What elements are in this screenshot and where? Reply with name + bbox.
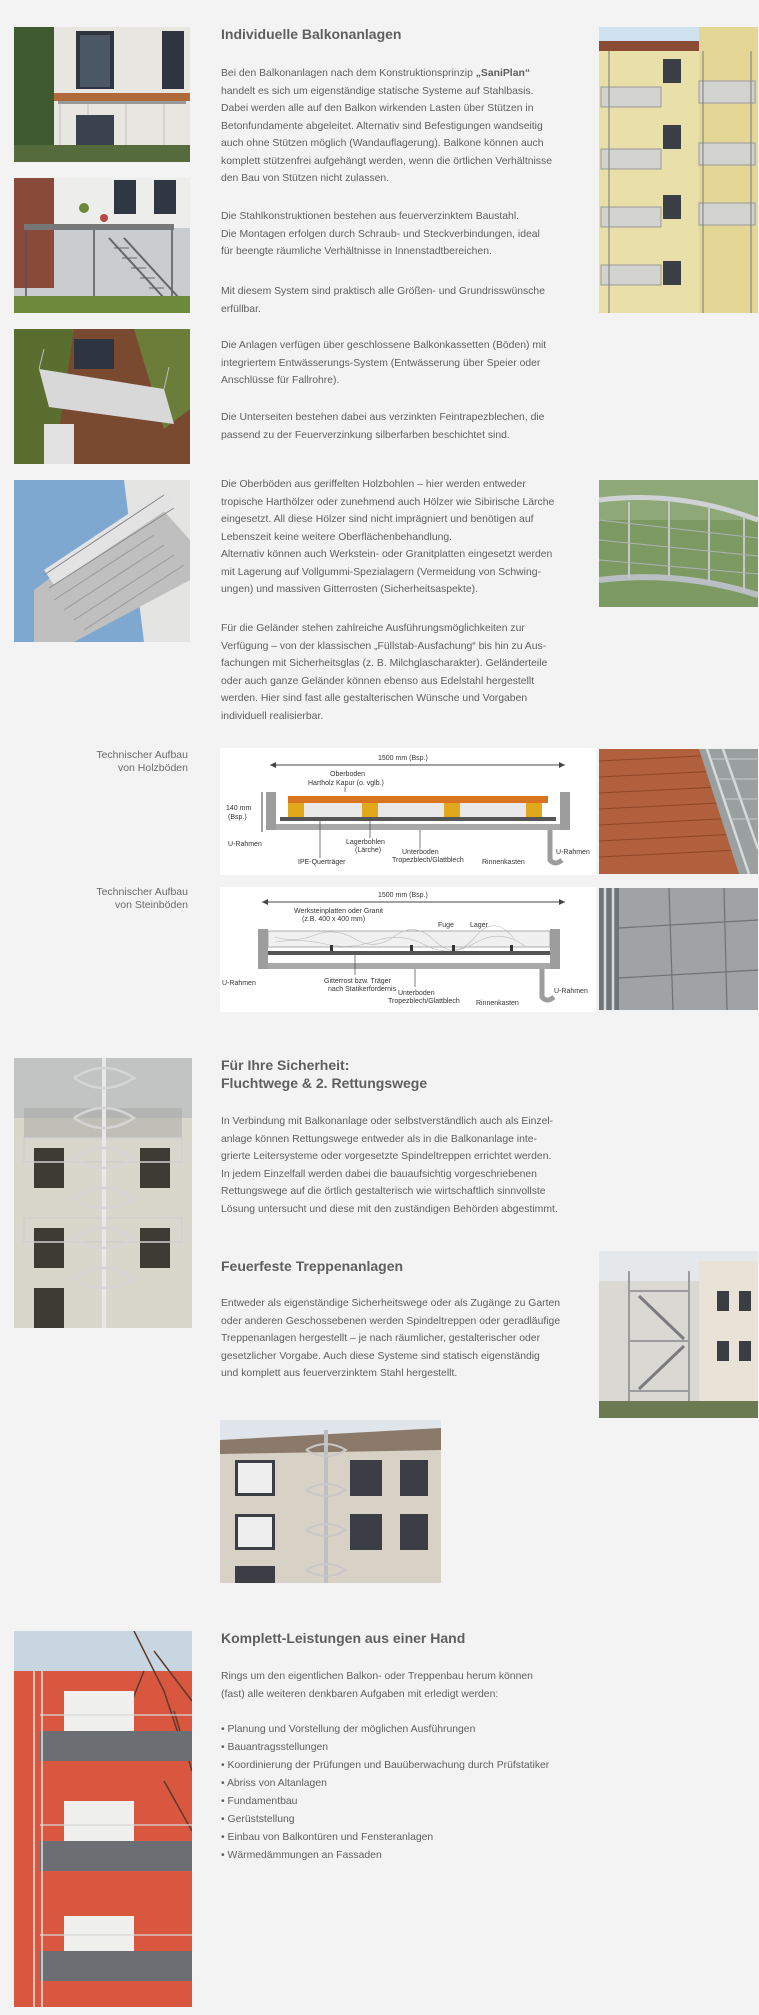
holz-unterboden-label: Unterboden	[402, 849, 439, 856]
p1-pre: Bei den Balkonanlagen nach dem Konstruktionsprinzip	[221, 68, 476, 79]
section-title-balkonanlagen: Individuelle Balkonanlagen	[221, 26, 402, 42]
photo-balconies-ivy-facade	[14, 329, 190, 464]
gelaender-paragraph: Für die Geländer stehen zahlreiche Ausführungsmöglichkeiten zur Verfügung – von der klassischen „Füllstab-Ausfachung“ bis hin zu Aus- fachungen mit Sicherheitsglas (z. B. Milchglascharakter). Geländerteile oder auch ganze Geländer können ebenso aus Edelstahl hergestellt werden. Hier sind fast alle gestalterischen Wünsche und Vorgaben individuell realisierbar.	[221, 623, 548, 722]
balkonanlagen-paragraph-2: Die Stahlkonstruktionen bestehen aus feuerverzinktem Baustahl. Die Montagen erfolgen durch Schraub- und Steckverbindungen, ideal für beengte räumliche Verhältnisse in Innenstadtbereichen.	[221, 211, 540, 257]
photo-wooden-deck	[599, 749, 758, 874]
balkonanlagen-paragraph-5: Die Unterseiten bestehen dabei aus verzinkten Feintrapezblechen, die passend zu der Feuerverzinkung silberfarben beschichtet sind.	[221, 412, 545, 441]
holz-laerche-label: (Lärche)	[355, 847, 382, 854]
stein-unterboden-label: Unterboden	[398, 990, 435, 997]
photo-balcony-with-stairs	[14, 178, 190, 313]
list-item: • Wärmedämmungen an Fassaden	[221, 1847, 591, 1865]
stein-lager-label: Lager	[470, 922, 488, 929]
stein-tropez-label: Tropezblech/Glattblech	[388, 998, 460, 1005]
list-item: • Fundamentbau	[221, 1793, 591, 1811]
stein-statiker-label: nach Statikerfordernis	[328, 986, 397, 993]
section-title-sicherheit-line1: Für Ihre Sicherheit:	[221, 1057, 350, 1073]
photo-balcony-underside-sky	[14, 480, 190, 642]
list-item: • Gerüststellung	[221, 1811, 591, 1829]
list-item: • Einbau von Balkontüren und Fensteranlagen	[221, 1829, 591, 1847]
stein-gitterrost-label: Gitterrost bzw. Träger	[324, 978, 391, 985]
holz-lagerbohlen-label: Lagerbohlen	[346, 839, 385, 846]
stein-u-rahmen-left-label: U-Rahmen	[222, 980, 256, 987]
treppen-paragraph: Entweder als eigenständige Sicherheitswege oder als Zugänge zu Garten oder anderen Geschossebenen werden Spindeltreppen oder geradläufige Treppenanlagen hergestellt – je nach räumlicher, gestalterischer oder gesetzlicher Vorgabe. Auch diese Systeme sind statisch eigenständig und komplett aus feuerverzinktem Stahl hergestellt.	[221, 1298, 561, 1379]
photo-red-building-balconies	[14, 1631, 192, 2007]
holz-hartholz-label: Hartholz Kapur (o. vglb.)	[308, 780, 384, 787]
sicherheit-paragraph: In Verbindung mit Balkonanlage oder selbstverständlich auch als Einzel- anlage können Rettungswege entweder als in die Balkonanlage inte- grierte Leitersysteme oder vorgesetzte Spindeltreppen errichtet werden. In jedem Einzelfall werden dabei die bauaufsichtig vorgeschriebenen Rettungswege auf die örtlich gestalterisch wie wirtschaftlich sinnvollste Lösung untersucht und diese mit den zuständigen Behörden abgestimmt.	[221, 1116, 558, 1215]
list-item: • Koordinierung der Prüfungen und Bauüberwachung durch Prüfstatiker	[221, 1757, 591, 1775]
holz-u-rahmen-right-label: U-Rahmen	[556, 849, 590, 856]
stein-fuge-label: Fuge	[438, 922, 454, 929]
label-holzboden: Technischer Aufbau von Holzböden	[96, 749, 188, 774]
section-title-komplett: Komplett-Leistungen aus einer Hand	[221, 1630, 466, 1646]
list-item: • Abriss von Altanlagen	[221, 1775, 591, 1793]
holz-hoehe-label: 140 mm	[226, 805, 252, 812]
oberboden-paragraph: Die Oberböden aus geriffelten Holzbohlen – hier werden entweder tropische Harthölzer oder zunehmend auch Hölzer wie Sibirische Lärche eingesetzt. All diese Hölzer sind nicht imprägniert und benötigen auf Lebenszeit keine weitere Oberflächenbehandlung. Alternativ können auch Werkstein- oder Granitplatten eingesetzt werden mit Lagerung auf Vollgummi-Spezialagern (Vermeidung von Schwing- ungen) und massiven Gitterrosten (Sicherheitsaspekte).	[221, 479, 555, 595]
leistungen-list	[221, 1721, 591, 1865]
balkonanlagen-paragraph-3: Mit diesem System sind praktisch alle Größen- und Grundrisswünsche erfüllbar.	[221, 286, 545, 315]
diagram-holzboden	[220, 748, 596, 875]
list-item: • Bauantragsstellungen	[221, 1739, 591, 1757]
p1-post: handelt es sich um eigenständige statische Systeme auf Stahlbasis. Dabei werden alle auf den Balkon wirkenden Lasten über Stützen in Betonfundamente abgeleitet. Alternativ sind Befestigungen wandseitig auch ohne Stützen möglich (Wandauflagerung). Balkone können auch komplett stützenfrei aufgehängt werden, wenn die örtlichen Verhältnisse den Bau von Stützen nicht zulassen.	[221, 85, 552, 184]
balkonanlagen-paragraph-4: Die Anlagen verfügen über geschlossene Balkonkassetten (Böden) mit integriertem Entwässerungs-System (Entwässerung über Speier oder Anschlüsse für Fallrohre).	[221, 340, 547, 386]
photo-stainless-railing	[599, 480, 758, 607]
stein-format-label: (z.B. 400 x 400 mm)	[302, 916, 366, 923]
photo-yellow-building-balconies	[599, 27, 758, 313]
holz-hoehe-bsp-label: (Bsp.)	[228, 814, 247, 821]
photo-stone-slabs	[599, 888, 758, 1010]
photo-spiral-escape-stair	[14, 1058, 192, 1328]
stein-werkstein-label: Werksteinplatten oder Granit	[294, 908, 383, 915]
diagram-steinboden	[220, 887, 596, 1012]
saniplan-brand: „SaniPlan“	[475, 68, 531, 79]
section-title-sicherheit-line2: Fluchtwege & 2. Rettungswege	[221, 1075, 428, 1091]
stein-rinnenkasten-label: Rinnenkasten	[476, 1000, 519, 1007]
holz-span-label: 1500 mm (Bsp.)	[378, 755, 428, 762]
holz-ipe-label: IPE-Querträger	[298, 859, 346, 866]
photo-straight-steel-stairs	[599, 1251, 758, 1418]
holz-oberboden-label: Oberboden	[330, 771, 366, 778]
stein-u-rahmen-right-label: U-Rahmen	[554, 988, 588, 995]
holz-rinnenkasten-label: Rinnenkasten	[482, 859, 525, 866]
list-item: • Planung und Vorstellung der möglichen Ausführungen	[221, 1721, 591, 1739]
section-title-treppen: Feuerfeste Treppenanlagen	[221, 1258, 404, 1274]
holz-u-rahmen-left-label: U-Rahmen	[228, 841, 262, 848]
balkonanlagen-paragraph-1	[221, 65, 591, 188]
holz-tropez-label: Tropezblech/Glattblech	[392, 857, 464, 864]
komplett-paragraph: Rings um den eigentlichen Balkon- oder Treppenbau herum können (fast) alle weiteren denkbaren Aufgaben mit erledigt werden:	[221, 1671, 533, 1700]
stein-span-label: 1500 mm (Bsp.)	[378, 892, 428, 899]
photo-spiral-stair-building	[220, 1420, 441, 1583]
label-steinboden: Technischer Aufbau von Steinböden	[96, 886, 188, 911]
photo-balcony-white-facade	[14, 27, 190, 162]
